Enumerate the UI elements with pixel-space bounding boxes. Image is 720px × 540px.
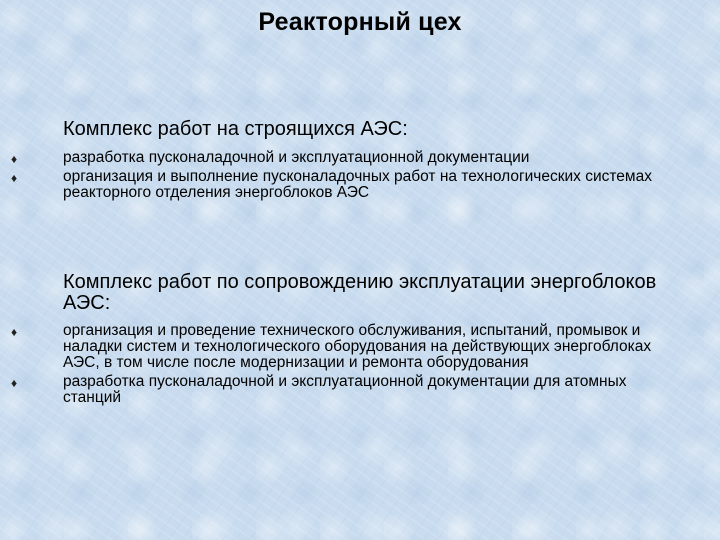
operation-support-list (0, 323, 720, 409)
section-heading-construction: Комплекс работ на строящихся АЭС: (63, 118, 408, 140)
slide-title: Реакторный цех (258, 8, 462, 36)
list-item-text: организация и проведение технического обслуживания, испытаний, промывок и наладки систем и технологического оборудования на действующих энергоблоках АЭС, в том числе после модернизации и ремонта оборудования (63, 322, 652, 371)
list-item (0, 374, 720, 406)
diamond-bullet-icon: ♦ (11, 325, 18, 339)
section-heading-operation: Комплекс работ по сопровождению эксплуатации энергоблоков АЭС: (63, 271, 657, 314)
list-item-text: разработка пусконаладочной и эксплуатационной документации для атомных станций (63, 373, 627, 406)
list-item (0, 150, 720, 166)
list-item (0, 169, 720, 201)
diamond-bullet-icon: ♦ (11, 152, 18, 166)
list-item-text: организация и выполнение пусконаладочных работ на технологических системах реакторного отделения энергоблоков АЭС (63, 168, 652, 201)
list-item (0, 323, 720, 371)
diamond-bullet-icon: ♦ (11, 171, 18, 185)
diamond-bullet-icon: ♦ (11, 376, 18, 390)
construction-work-list (0, 150, 720, 204)
list-item-text: разработка пусконаладочной и эксплуатационной документации (63, 149, 530, 166)
